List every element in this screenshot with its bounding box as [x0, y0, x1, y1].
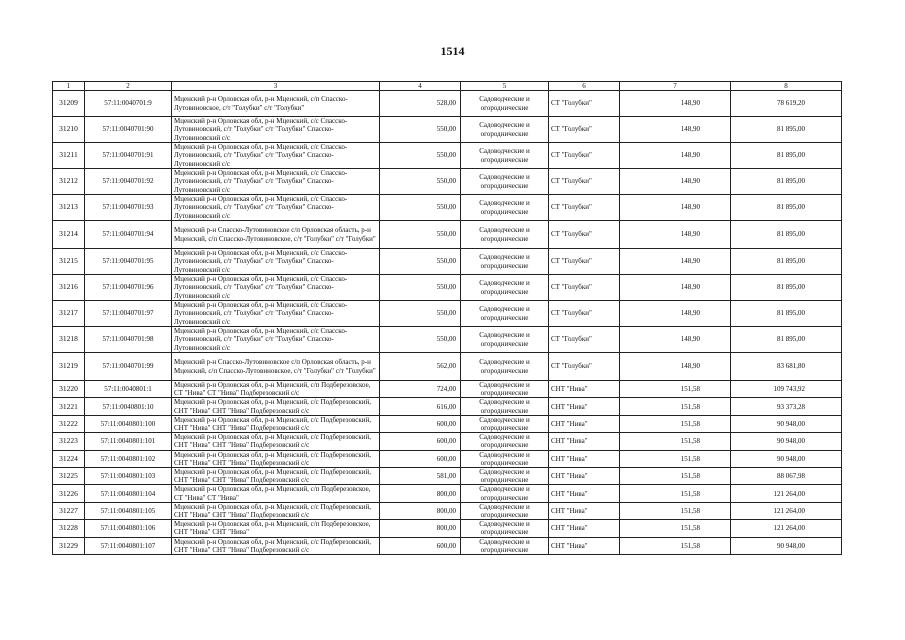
cadastral-number-cell: 57:11:0040701:99 — [85, 353, 172, 381]
specific-value-cell: 151,58 — [620, 520, 731, 537]
cadastral-number-cell: 57:11:0040801:107 — [85, 537, 172, 554]
organization-cell: СНТ "Нива" — [549, 537, 620, 554]
cadastral-value-cell: 81 895,00 — [731, 195, 842, 221]
organization-cell: СТ "Голубки" — [549, 353, 620, 381]
address-cell: Мценский р-н Орловская обл, р-н Мценский, с/п Подберезовское, СТ "Нива" СТ "Нива" — [172, 485, 380, 502]
cadastral-value-cell: 81 895,00 — [731, 301, 842, 327]
specific-value-cell: 151,58 — [620, 398, 731, 415]
address-cell: Мценский р-н Орловская обл, р-н Мценский, с/с Подберезовский, СНТ "Нива" СНТ "Нива" Подберезовский с/с — [172, 502, 380, 519]
area-cell: 724,00 — [380, 381, 461, 398]
area-cell: 550,00 — [380, 249, 461, 275]
table-row — [53, 450, 842, 467]
address-cell: Мценский р-н Орловская обл, р-н Мценский, с/с Спасско-Лутовиновский, с/т "Голубки" с/т "Голубки" Спасско-Лутовиновский с/с — [172, 143, 380, 169]
table-row — [53, 275, 842, 301]
area-cell: 800,00 — [380, 485, 461, 502]
table-row — [53, 433, 842, 450]
column-header: 8 — [731, 82, 842, 91]
table-row — [53, 381, 842, 398]
row-number-cell: 31212 — [53, 169, 85, 195]
specific-value-cell: 151,58 — [620, 450, 731, 467]
specific-value-cell: 148,90 — [620, 327, 731, 353]
cadastral-value-cell: 90 948,00 — [731, 450, 842, 467]
cadastral-value-cell: 81 895,00 — [731, 275, 842, 301]
cadastral-number-cell: 57:11:0040701:94 — [85, 221, 172, 249]
specific-value-cell: 148,90 — [620, 221, 731, 249]
organization-cell: СТ "Голубки" — [549, 249, 620, 275]
specific-value-cell: 151,58 — [620, 415, 731, 432]
area-cell: 600,00 — [380, 415, 461, 432]
organization-cell: СНТ "Нива" — [549, 415, 620, 432]
cadastral-number-cell: 57:11:0040701:92 — [85, 169, 172, 195]
cadastral-value-cell: 81 895,00 — [731, 169, 842, 195]
specific-value-cell: 148,90 — [620, 353, 731, 381]
cadastral-number-cell: 57:11:0040701:90 — [85, 117, 172, 143]
cadastral-number-cell: 57:11:0040801:105 — [85, 502, 172, 519]
cadastral-value-cell: 88 067,98 — [731, 468, 842, 485]
area-cell: 616,00 — [380, 398, 461, 415]
cadastral-number-cell: 57:11:0040801:103 — [85, 468, 172, 485]
row-number-cell: 31221 — [53, 398, 85, 415]
cadastral-value-cell: 121 264,00 — [731, 502, 842, 519]
land-use-cell: Садоводческие и огороднические — [461, 485, 549, 502]
cadastral-value-cell: 81 895,00 — [731, 221, 842, 249]
organization-cell: СНТ "Нива" — [549, 520, 620, 537]
address-cell: Мценский р-н Орловская обл, р-н Мценский, с/с Спасско-Лутовиновский, с/т "Голубки" с/т "Голубки" Спасско-Лутовиновский с/с — [172, 249, 380, 275]
organization-cell: СТ "Голубки" — [549, 169, 620, 195]
area-cell: 528,00 — [380, 91, 461, 117]
area-cell: 600,00 — [380, 450, 461, 467]
cadastral-number-cell: 57:11:0040701:9 — [85, 91, 172, 117]
column-header: 2 — [85, 82, 172, 91]
address-cell: Мценский р-н Орловская обл, р-н Мценский, с/с Подберезовский, СНТ "Нива" СНТ "Нива" Подберезовский с/с — [172, 468, 380, 485]
land-use-cell: Садоводческие и огороднические — [461, 143, 549, 169]
organization-cell: СНТ "Нива" — [549, 502, 620, 519]
table-row — [53, 537, 842, 554]
address-cell: Мценский р-н Орловская обл, р-н Мценский, с/с Спасско-Лутовиновский, с/т "Голубки" с/т "Голубки" Спасско-Лутовиновский с/с — [172, 195, 380, 221]
specific-value-cell: 151,58 — [620, 468, 731, 485]
area-cell: 550,00 — [380, 275, 461, 301]
table-row — [53, 520, 842, 537]
land-use-cell: Садоводческие и огороднические — [461, 327, 549, 353]
organization-cell: СНТ "Нива" — [549, 433, 620, 450]
organization-cell: СТ "Голубки" — [549, 301, 620, 327]
cadastral-value-cell: 90 948,00 — [731, 433, 842, 450]
organization-cell: СТ "Голубки" — [549, 275, 620, 301]
land-use-cell: Садоводческие и огороднические — [461, 195, 549, 221]
table-row — [53, 353, 842, 381]
cadastral-value-cell: 121 264,00 — [731, 520, 842, 537]
cadastral-value-cell: 121 264,00 — [731, 485, 842, 502]
address-cell: Мценский р-н Орловская обл, р-н Мценский, с/с Спасско-Лутовиновский, с/т "Голубки" с/т "Голубки" Спасско-Лутовиновский с/с — [172, 301, 380, 327]
address-cell: Мценский р-н Орловская обл, р-н Мценский, с/с Подберезовский, СНТ "Нива" СНТ "Нива" Подберезовский с/с — [172, 415, 380, 432]
table-row — [53, 502, 842, 519]
organization-cell: СТ "Голубки" — [549, 327, 620, 353]
land-use-cell: Садоводческие и огороднические — [461, 353, 549, 381]
cadastral-number-cell: 57:11:0040701:97 — [85, 301, 172, 327]
table-row — [53, 117, 842, 143]
cadastral-number-cell: 57:11:0040801:102 — [85, 450, 172, 467]
column-header: 6 — [549, 82, 620, 91]
specific-value-cell: 148,90 — [620, 91, 731, 117]
column-header: 4 — [380, 82, 461, 91]
page-number: 1514 — [440, 44, 465, 58]
land-use-cell: Садоводческие и огороднические — [461, 381, 549, 398]
cadastral-number-cell: 57:11:0040701:93 — [85, 195, 172, 221]
organization-cell: СТ "Голубки" — [549, 117, 620, 143]
cadastral-value-cell: 90 948,00 — [731, 415, 842, 432]
area-cell: 550,00 — [380, 221, 461, 249]
row-number-cell: 31218 — [53, 327, 85, 353]
row-number-cell: 31211 — [53, 143, 85, 169]
organization-cell: СНТ "Нива" — [549, 398, 620, 415]
specific-value-cell: 148,90 — [620, 195, 731, 221]
cadastral-number-cell: 57:11:0040701:91 — [85, 143, 172, 169]
cadastral-value-cell: 78 619,20 — [731, 91, 842, 117]
cadastral-value-cell: 81 895,00 — [731, 143, 842, 169]
cadastral-number-cell: 57:11:0040701:98 — [85, 327, 172, 353]
specific-value-cell: 151,58 — [620, 502, 731, 519]
land-use-cell: Садоводческие и огороднические — [461, 249, 549, 275]
cadastral-value-cell: 93 373,28 — [731, 398, 842, 415]
specific-value-cell: 148,90 — [620, 143, 731, 169]
specific-value-cell: 151,58 — [620, 433, 731, 450]
address-cell: Мценский р-н Спасско-Лутовиновское с/п Орловская область, р-н Мценский, с/п Спасско-Лутовиновское, с/т "Голубки" с/т "Голубки" — [172, 353, 380, 381]
area-cell: 800,00 — [380, 520, 461, 537]
row-number-cell: 31210 — [53, 117, 85, 143]
table-row — [53, 327, 842, 353]
cadastral-value-cell: 81 895,00 — [731, 327, 842, 353]
address-cell: Мценский р-н Орловская обл, р-н Мценский, с/с Спасско-Лутовиновский, с/т "Голубки" с/т "Голубки" Спасско-Лутовиновский с/с — [172, 169, 380, 195]
organization-cell: СНТ "Нива" — [549, 450, 620, 467]
specific-value-cell: 151,58 — [620, 381, 731, 398]
area-cell: 550,00 — [380, 327, 461, 353]
address-cell: Мценский р-н Орловская обл, р-н Мценский, с/с Спасско-Лутовиновский, с/т "Голубки" с/т "Голубки" Спасско-Лутовиновский с/с — [172, 117, 380, 143]
area-cell: 550,00 — [380, 195, 461, 221]
area-cell: 550,00 — [380, 301, 461, 327]
table-row — [53, 249, 842, 275]
land-use-cell: Садоводческие и огороднические — [461, 450, 549, 467]
row-number-cell: 31223 — [53, 433, 85, 450]
land-use-cell: Садоводческие и огороднические — [461, 301, 549, 327]
address-cell: Мценский р-н Орловская обл, р-н Мценский, с/с Подберезовский, СНТ "Нива" СНТ "Нива" Подберезовский с/с — [172, 433, 380, 450]
row-number-cell: 31214 — [53, 221, 85, 249]
cadastral-number-cell: 57:11:0040801:101 — [85, 433, 172, 450]
land-use-cell: Садоводческие и огороднические — [461, 275, 549, 301]
cadastral-number-cell: 57:11:0040801:106 — [85, 520, 172, 537]
cadastral-number-cell: 57:11:0040801:100 — [85, 415, 172, 432]
column-header: 5 — [461, 82, 549, 91]
organization-cell: СТ "Голубки" — [549, 91, 620, 117]
registry-table — [52, 81, 842, 555]
organization-cell: СНТ "Нива" — [549, 468, 620, 485]
land-use-cell: Садоводческие и огороднические — [461, 468, 549, 485]
address-cell: Мценский р-н Орловская обл, р-н Мценский, с/п Подберезовское, СТ "Нива" СТ "Нива" Подберезовский с/с — [172, 381, 380, 398]
cadastral-value-cell: 90 948,00 — [731, 537, 842, 554]
row-number-cell: 31220 — [53, 381, 85, 398]
row-number-cell: 31226 — [53, 485, 85, 502]
address-cell: Мценский р-н Орловская обл, р-н Мценский, с/п Подберезовское, СНТ "Нива" СНТ "Нива" — [172, 520, 380, 537]
table-row — [53, 468, 842, 485]
table-row — [53, 301, 842, 327]
address-cell: Мценский р-н Спасско-Лутовиновское с/п Орловская область, р-н Мценский, с/п Спасско-Лутовиновское, с/т "Голубки" с/т "Голубки" — [172, 221, 380, 249]
specific-value-cell: 148,90 — [620, 169, 731, 195]
cadastral-number-cell: 57:11:0040701:96 — [85, 275, 172, 301]
specific-value-cell: 148,90 — [620, 275, 731, 301]
land-use-cell: Садоводческие и огороднические — [461, 398, 549, 415]
cadastral-number-cell: 57:11:0040701:95 — [85, 249, 172, 275]
cadastral-value-cell: 83 681,80 — [731, 353, 842, 381]
table-row — [53, 91, 842, 117]
address-cell: Мценский р-н Орловская обл, р-н Мценский, с/с Подберезовский, СНТ "Нива" СНТ "Нива" Подберезовский с/с — [172, 537, 380, 554]
area-cell: 800,00 — [380, 502, 461, 519]
row-number-cell: 31229 — [53, 537, 85, 554]
header-row — [53, 82, 842, 91]
land-use-cell: Садоводческие и огороднические — [461, 433, 549, 450]
specific-value-cell: 148,90 — [620, 117, 731, 143]
land-use-cell: Садоводческие и огороднические — [461, 117, 549, 143]
land-use-cell: Садоводческие и огороднические — [461, 169, 549, 195]
cadastral-number-cell: 57:11:0040801:104 — [85, 485, 172, 502]
table-body — [53, 91, 842, 555]
address-cell: Мценский р-н Орловская обл, р-н Мценский, с/с Спасско-Лутовиновский, с/т "Голубки" с/т "Голубки" Спасско-Лутовиновский с/с — [172, 327, 380, 353]
land-use-cell: Садоводческие и огороднические — [461, 91, 549, 117]
organization-cell: СТ "Голубки" — [549, 195, 620, 221]
table-row — [53, 143, 842, 169]
row-number-cell: 31227 — [53, 502, 85, 519]
row-number-cell: 31222 — [53, 415, 85, 432]
address-cell: Мценский р-н Орловская обл, р-н Мценский, с/с Подберезовский, СНТ "Нива" СНТ "Нива" Подберезовский с/с — [172, 398, 380, 415]
area-cell: 550,00 — [380, 117, 461, 143]
cadastral-value-cell: 109 743,92 — [731, 381, 842, 398]
row-number-cell: 31209 — [53, 91, 85, 117]
table-row — [53, 485, 842, 502]
area-cell: 550,00 — [380, 169, 461, 195]
cadastral-number-cell: 57:11:0040801:10 — [85, 398, 172, 415]
specific-value-cell: 148,90 — [620, 249, 731, 275]
table-row — [53, 415, 842, 432]
column-header: 1 — [53, 82, 85, 91]
area-cell: 600,00 — [380, 433, 461, 450]
organization-cell: СТ "Голубки" — [549, 143, 620, 169]
cadastral-number-cell: 57:11:0040801:1 — [85, 381, 172, 398]
row-number-cell: 31215 — [53, 249, 85, 275]
organization-cell: СТ "Голубки" — [549, 221, 620, 249]
area-cell: 550,00 — [380, 143, 461, 169]
land-use-cell: Садоводческие и огороднические — [461, 537, 549, 554]
specific-value-cell: 151,58 — [620, 485, 731, 502]
land-use-cell: Садоводческие и огороднические — [461, 520, 549, 537]
specific-value-cell: 151,58 — [620, 537, 731, 554]
row-number-cell: 31219 — [53, 353, 85, 381]
row-number-cell: 31217 — [53, 301, 85, 327]
organization-cell: СНТ "Нива" — [549, 381, 620, 398]
address-cell: Мценский р-н Орловская обл, р-н Мценский, с/с Спасско-Лутовиновский, с/т "Голубки" с/т "Голубки" Спасско-Лутовиновский с/с — [172, 275, 380, 301]
area-cell: 600,00 — [380, 537, 461, 554]
cadastral-value-cell: 81 895,00 — [731, 117, 842, 143]
table-row — [53, 398, 842, 415]
address-cell: Мценский р-н Орловская обл, р-н Мценский, с/п Спасско-Лутовиновское, с/т "Голубки" с/т "Голубки" — [172, 91, 380, 117]
table-row — [53, 221, 842, 249]
column-header: 7 — [620, 82, 731, 91]
area-cell: 562,00 — [380, 353, 461, 381]
organization-cell: СНТ "Нива" — [549, 485, 620, 502]
address-cell: Мценский р-н Орловская обл, р-н Мценский, с/с Подберезовский, СНТ "Нива" СНТ "Нива" Подберезовский с/с — [172, 450, 380, 467]
row-number-cell: 31216 — [53, 275, 85, 301]
table-row — [53, 169, 842, 195]
specific-value-cell: 148,90 — [620, 301, 731, 327]
row-number-cell: 31225 — [53, 468, 85, 485]
land-use-cell: Садоводческие и огороднические — [461, 502, 549, 519]
table-row — [53, 195, 842, 221]
column-header: 3 — [172, 82, 380, 91]
land-use-cell: Садоводческие и огороднические — [461, 415, 549, 432]
area-cell: 581,00 — [380, 468, 461, 485]
land-use-cell: Садоводческие и огороднические — [461, 221, 549, 249]
row-number-cell: 31228 — [53, 520, 85, 537]
row-number-cell: 31213 — [53, 195, 85, 221]
cadastral-value-cell: 81 895,00 — [731, 249, 842, 275]
row-number-cell: 31224 — [53, 450, 85, 467]
